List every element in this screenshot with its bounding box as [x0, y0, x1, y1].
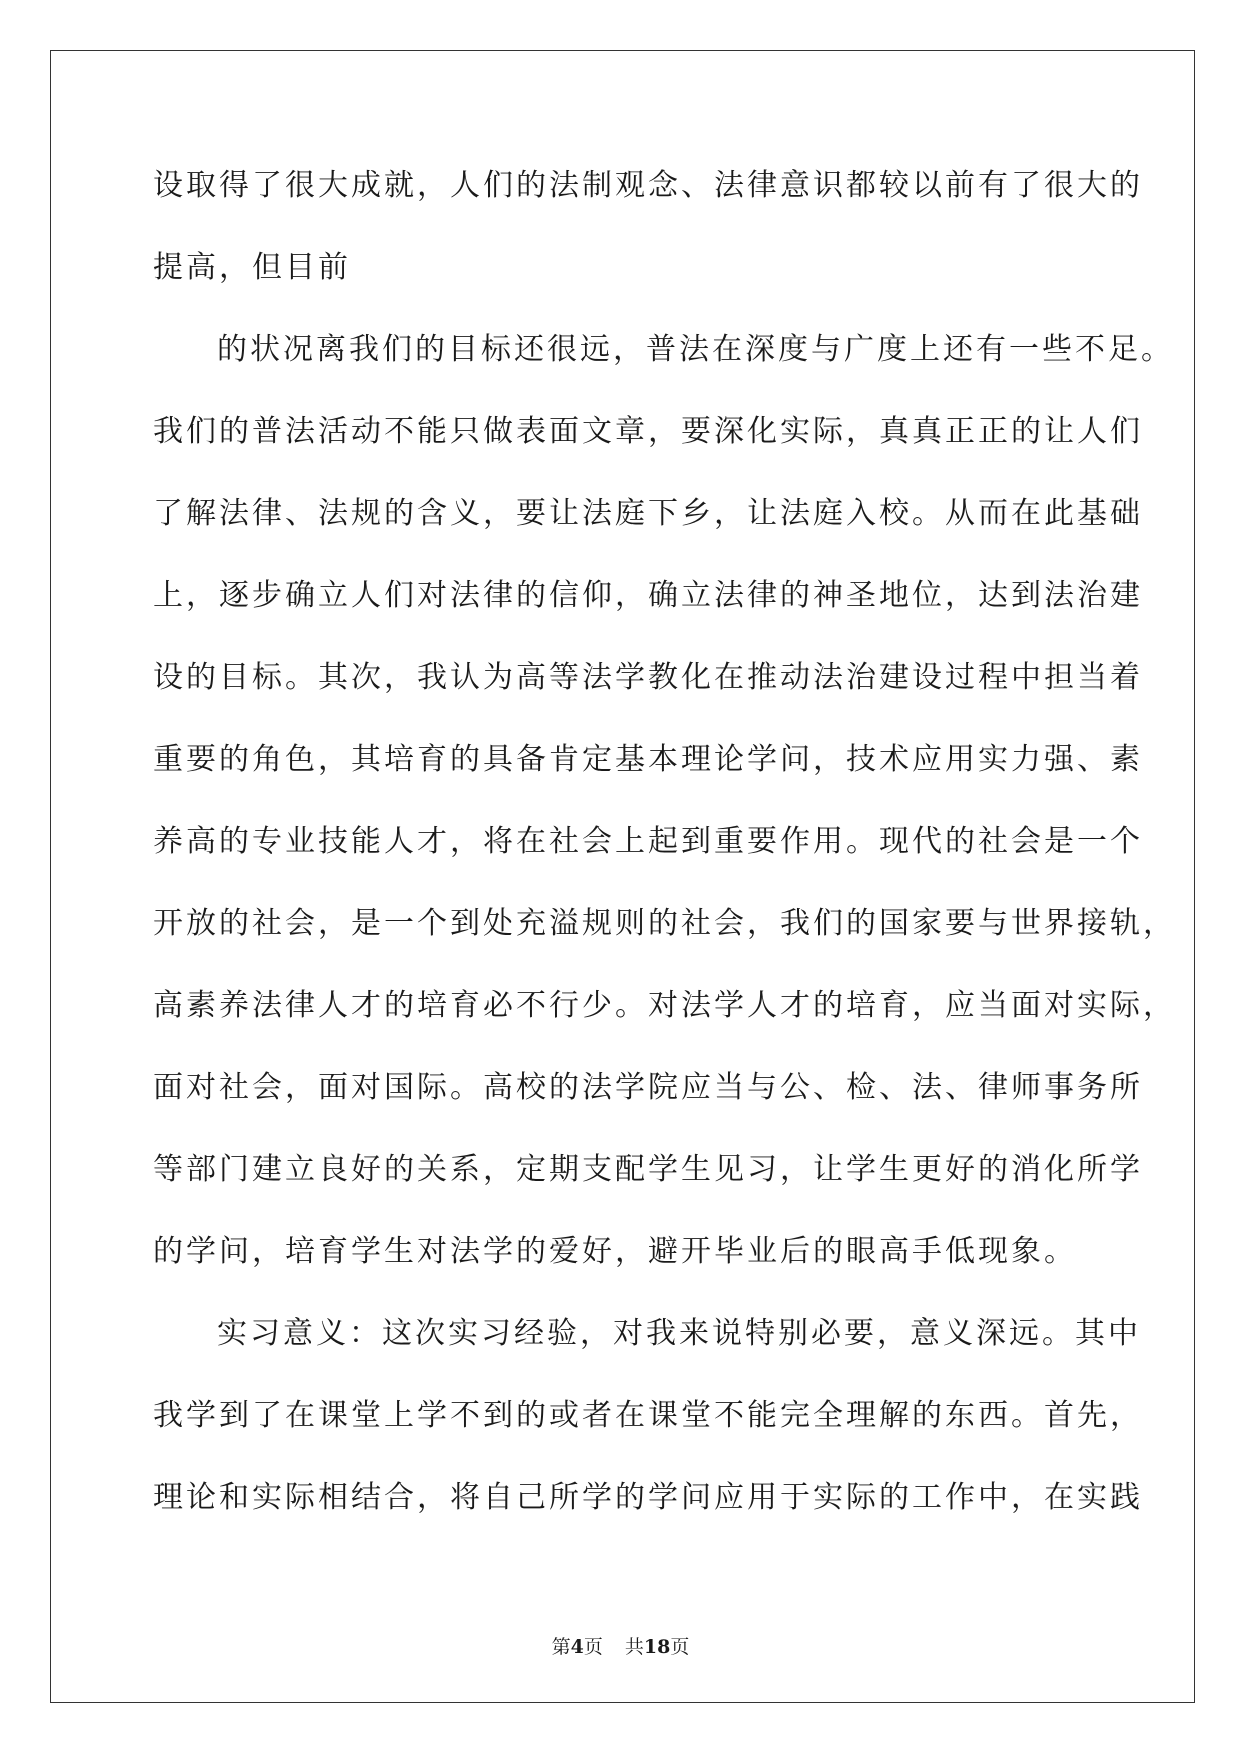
footer-total-suffix: 页	[670, 1636, 690, 1658]
text-line: 提高，但目前	[153, 250, 351, 285]
text-line: 设取得了很大成就，人们的法制观念、法律意识都较以前有了很大的	[153, 168, 1143, 203]
text-line: 我们的普法活动不能只做表面文章，要深化实际，真真正正的让人们	[153, 414, 1143, 449]
text-line: 我学到了在课堂上学不到的或者在课堂不能完全理解的东西。首先，	[153, 1398, 1143, 1433]
footer-prefix: 第	[551, 1636, 571, 1658]
text-line: 的状况离我们的目标还很远，普法在深度与广度上还有一些不足。	[217, 332, 1174, 367]
footer-page-suffix: 页	[583, 1636, 603, 1658]
page-footer	[0, 1632, 1241, 1659]
footer-total-prefix: 共	[624, 1636, 644, 1658]
text-line: 设的目标。其次，我认为高等法学教化在推动法治建设过程中担当着	[153, 660, 1143, 695]
text-line: 理论和实际相结合，将自己所学的学问应用于实际的工作中，在实践	[153, 1480, 1143, 1515]
page-number: 4	[570, 1636, 584, 1658]
text-line: 等部门建立良好的关系，定期支配学生见习，让学生更好的消化所学	[153, 1152, 1143, 1187]
text-line: 了解法律、法规的含义，要让法庭下乡，让法庭入校。从而在此基础	[153, 496, 1143, 531]
text-line: 高素养法律人才的培育必不行少。对法学人才的培育，应当面对实际，	[153, 988, 1176, 1023]
text-line: 实习意义：这次实习经验，对我来说特别必要，意义深远。其中	[217, 1316, 1141, 1351]
text-line: 养高的专业技能人才，将在社会上起到重要作用。现代的社会是一个	[153, 824, 1143, 859]
total-pages: 18	[643, 1636, 671, 1658]
text-line: 开放的社会，是一个到处充溢规则的社会，我们的国家要与世界接轨，	[153, 906, 1176, 941]
text-line: 面对社会，面对国际。高校的法学院应当与公、检、法、律师事务所	[153, 1070, 1143, 1105]
text-line: 的学问，培育学生对法学的爱好，避开毕业后的眼高手低现象。	[153, 1234, 1077, 1269]
text-line: 重要的角色，其培育的具备肯定基本理论学问，技术应用实力强、素	[153, 742, 1143, 777]
document-body	[153, 163, 1176, 1557]
text-line: 上，逐步确立人们对法律的信仰，确立法律的神圣地位，达到法治建	[153, 578, 1143, 613]
